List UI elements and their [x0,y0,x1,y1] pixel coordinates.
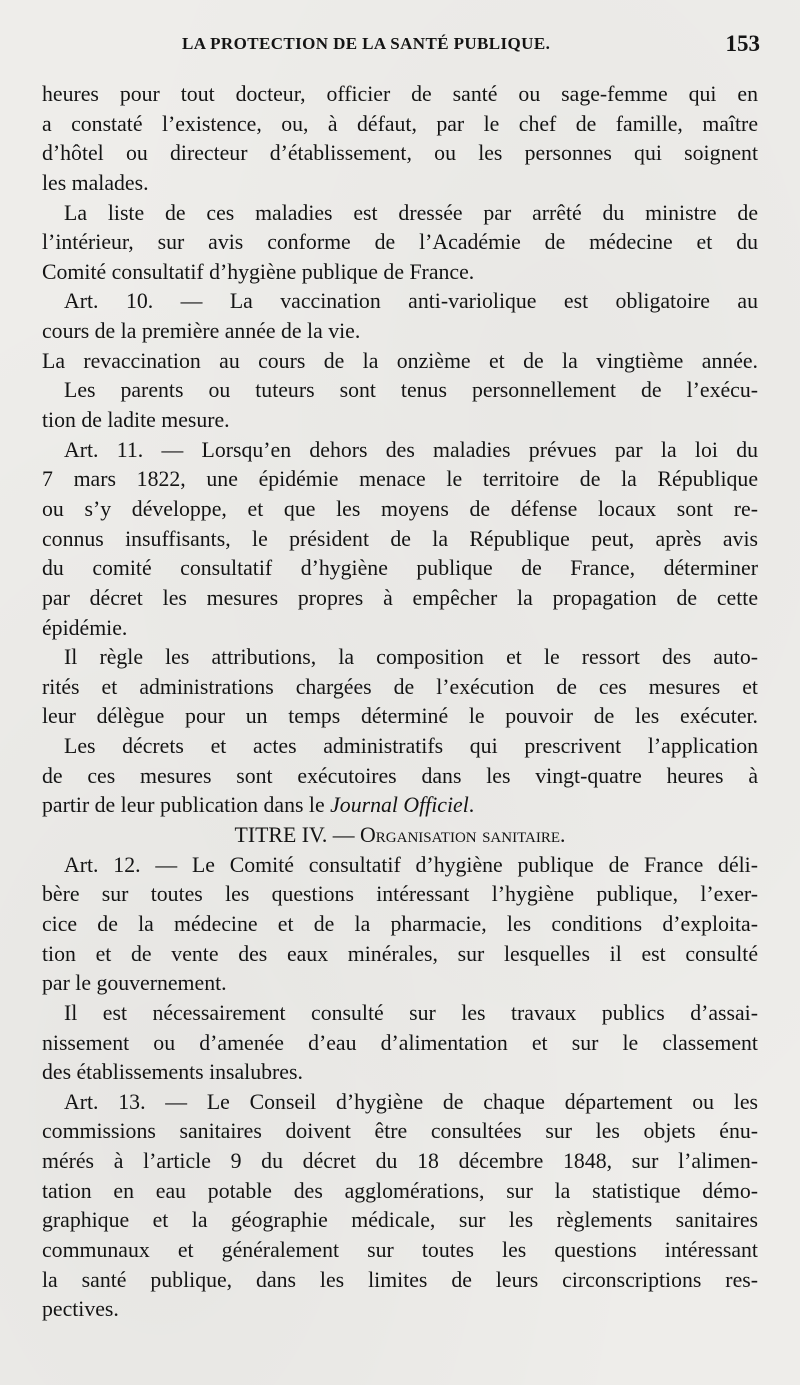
heading-title: TITRE IV. — [234,823,361,848]
text-line: d’hôtel ou directeur d’établissement, ou les personnes qui soignent [42,141,758,166]
text-line: communaux et généralement sur toutes les questions intéressant [42,1237,758,1262]
text-line: bère sur toutes les questions intéressant l’hygiène publique, l’exer- [42,882,758,907]
text-line: rités et administrations chargées de l’exécution de ces mesures et [42,674,758,699]
text-line: pectives. [42,1297,119,1322]
text-fragment: . [468,793,475,818]
text-line [42,791,758,821]
text-line: mérés à l’article 9 du décret du 18 décembre 1848, sur l’alimen- [42,1149,758,1174]
body-text [42,80,758,1325]
text-line: heures pour tout docteur, officier de santé ou sage-femme qui en [42,82,758,106]
text-line: ou s’y développe, et que les moyens de défense locaux sont re- [42,496,758,521]
text-line: Il règle les attributions, la composition et le ressort des auto- [64,645,758,670]
running-head: LA PROTECTION DE LA SANTÉ PUBLIQUE. [182,34,551,53]
text-line: tation en eau potable des agglomérations, sur la statistique démo- [42,1178,758,1203]
text-line: nissement ou d’amenée d’eau d’alimentation et sur le classement [42,1030,758,1055]
section-heading [42,821,758,851]
text-line: Comité consultatif d’hygiène publique de France. [42,259,475,284]
heading-subtitle: Organisation sanitaire. [360,823,566,848]
text-line: Il est nécessairement consulté sur les travaux publics d’assai- [64,1000,758,1025]
text-line: cours de la première année de la vie. [42,319,361,344]
text-line: de ces mesures sont exécutoires dans les vingt-quatre heures à [42,763,758,788]
text-fragment: partir de leur publication dans le [42,793,325,818]
text-line: tion et de vente des eaux minérales, sur lesquelles il est consulté [42,941,758,966]
article-line: Art. 12. — Le Comité consultatif d’hygiène publique de France déli- [64,852,758,877]
text-line: graphique et la géographie médicale, sur les règlements sanitaires [42,1208,758,1233]
article-line: Art. 11. — Lorsqu’en dehors des maladies prévues par la loi du [64,437,758,462]
text-line: les malades. [42,170,149,195]
text-line: leur délègue pour un temps déterminé le pouvoir de les exécuter. [42,704,758,729]
text-line: Les parents ou tuteurs sont tenus personnellement de l’exécu- [64,378,758,403]
page-number: 153 [725,31,760,56]
text-line: épidémie. [42,615,128,640]
text-line: cice de la médecine et de la pharmacie, les conditions d’exploita- [42,911,758,936]
text-line: La liste de ces maladies est dressée par arrêté du ministre de [64,200,758,225]
text-line: des établissements insalubres. [42,1060,303,1085]
text-line: l’intérieur, sur avis conforme de l’Académie de médecine et du [42,230,758,255]
text-line: a constaté l’existence, ou, à défaut, par le chef de famille, maître [42,111,758,136]
page-header [42,31,760,64]
text-line: La revaccination au cours de la onzième et de la vingtième année. [42,348,758,373]
article-line: Art. 13. — Le Conseil d’hygiène de chaque département ou les [64,1089,758,1114]
text-line: par décret les mesures propres à empêcher la propagation de cette [42,585,758,610]
text-line: connus insuffisants, le président de la République peut, après avis [42,526,758,551]
text-line: du comité consultatif d’hygiène publique de France, déterminer [42,556,758,581]
text-line: Les décrets et actes administratifs qui prescrivent l’application [64,734,758,759]
text-line: tion de ladite mesure. [42,408,230,433]
text-line: 7 mars 1822, une épidémie menace le territoire de la République [42,467,758,492]
article-line: Art. 10. — La vaccination anti-variolique est obligatoire au [64,289,758,314]
text-line: la santé publique, dans les limites de leurs circonscriptions res- [42,1267,758,1292]
text-line: commissions sanitaires doivent être consultées sur les objets énu- [42,1119,758,1144]
journal-title: Journal Officiel [330,793,469,818]
text-line: par le gouvernement. [42,971,227,996]
